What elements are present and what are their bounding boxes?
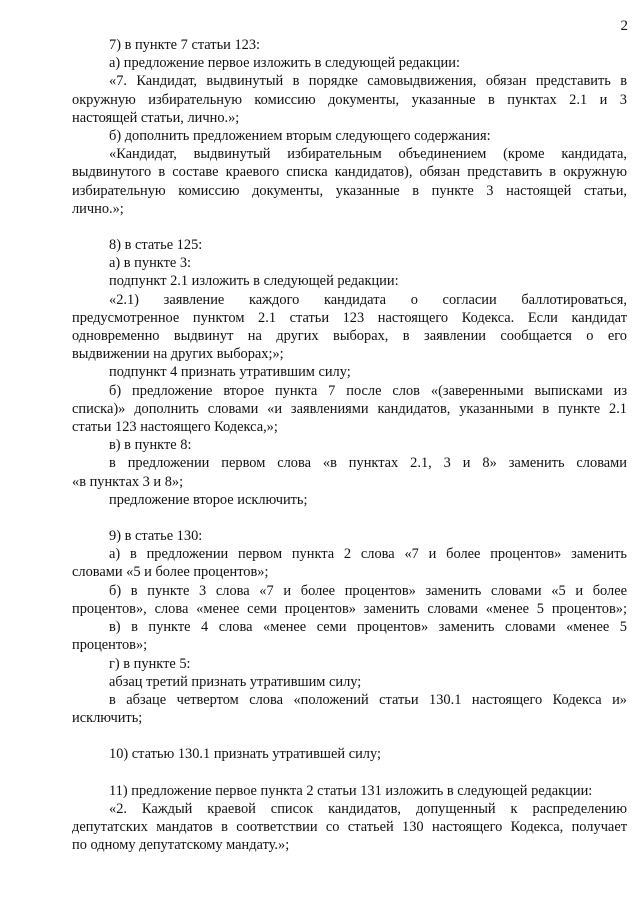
text-line: «2. Каждый краевой список кандидатов, допущенный к распределению [109, 800, 627, 817]
paragraph-s8-c2 [72, 491, 627, 509]
text-line: предложение второе исключить; [109, 491, 308, 508]
text-line: исключить; [72, 710, 143, 727]
paragraph-s9-h [72, 527, 627, 545]
text-line: одновременно выдвинут на других выборах, в заявлении сообщается о его [72, 328, 627, 345]
text-line: б) предложение второе пункта 7 после слов «(заверенными выписками из [109, 382, 627, 399]
paragraph-s8-a [72, 254, 627, 272]
text-line: списка)» дополнить словами «и заявлениями кандидатов, указанными в пункте 2.1 [72, 400, 627, 417]
text-line: депутатских мандатов в соответствии со статьей 130 настоящего Кодекса, получает [72, 818, 627, 835]
paragraph-s11-h [72, 782, 627, 800]
paragraph-s7-b [72, 127, 627, 145]
text-line: а) в пункте 3: [109, 255, 192, 272]
text-line: подпункт 2.1 изложить в следующей редакции: [109, 273, 399, 290]
paragraph-s7-a [72, 54, 627, 72]
text-line: по одному депутатскому мандату.»; [72, 837, 290, 854]
text-line: 7) в пункте 7 статьи 123: [109, 37, 261, 53]
paragraph-s8-b [72, 382, 627, 437]
paragraph-gap [72, 218, 627, 236]
text-line: предусмотренное пунктом 2.1 статьи 123 настоящего Кодекса. Если кандидат [72, 309, 627, 326]
text-line: в) в пункте 4 слова «менее семи процентов» заменить словами «менее 5 [109, 619, 627, 636]
text-line: «7. Кандидат, выдвинутый в порядке самовыдвижения, обязан представить в [109, 73, 627, 90]
text-line: б) дополнить предложением вторым следующего содержания: [109, 128, 491, 145]
paragraph-s9-b [72, 582, 627, 618]
text-line: б) в пункте 3 слова «7 и более процентов» заменить словами «5 и более [109, 582, 627, 599]
text-line: выдвижении на других выборах;»; [72, 346, 284, 363]
text-line: 9) в статье 130: [109, 528, 203, 545]
text-line: в предложении первом слова «в пунктах 2.1, 3 и 8» заменить словами [109, 455, 627, 472]
paragraph-s7-b-q [72, 145, 627, 218]
text-line: «2.1) заявление каждого кандидата о согласии баллотироваться, [109, 291, 627, 308]
text-line: процентов»; [72, 637, 148, 654]
paragraph-s9-a [72, 545, 627, 581]
text-line: словами «5 и более процентов»; [72, 564, 269, 581]
paragraph-s9-d [72, 655, 627, 673]
text-line: выдвинутого в составе краевого списка кандидатов), обязан представить в окружную [72, 164, 627, 181]
paragraph-s9-d1 [72, 673, 627, 691]
text-line: настоящей статьи, лично.»; [72, 109, 240, 126]
paragraph-gap [72, 727, 627, 745]
text-line: подпункт 4 признать утратившим силу; [109, 364, 351, 381]
paragraph-s11-q [72, 800, 627, 855]
text-line: в) в пункте 8: [109, 437, 192, 454]
paragraph-gap [72, 764, 627, 782]
text-line: «в пунктах 3 и 8»; [72, 473, 184, 490]
text-line: 8) в статье 125: [109, 237, 203, 254]
paragraph-s8-a2 [72, 363, 627, 381]
paragraph-gap [72, 509, 627, 527]
text-line: абзац третий признать утратившим силу; [109, 673, 362, 690]
text-line: 11) предложение первое пункта 2 статьи 131 изложить в следующей редакции: [109, 782, 593, 799]
text-line: процентов», слова «менее семи процентов» заменить словами «менее 5 процентов»; [72, 600, 627, 617]
paragraph-s7-a-q [72, 72, 627, 127]
text-line: избирательную комиссию документы, указанные в пункте 3 настоящей статьи, [72, 182, 627, 199]
document-body [72, 36, 627, 854]
text-line: 10) статью 130.1 признать утратившей силу; [109, 746, 381, 763]
text-line: статьи 123 настоящего Кодекса,»; [72, 419, 278, 436]
paragraph-s8-h [72, 236, 627, 254]
paragraph-s7-h [72, 36, 627, 54]
paragraph-s8-c1 [72, 454, 627, 490]
text-line: окружную избирательную комиссию документы, указанные в пунктах 2.1 и 3 [72, 91, 627, 108]
text-line: в абзаце четвертом слова «положений статьи 130.1 настоящего Кодекса и» [109, 691, 627, 708]
paragraph-s10 [72, 745, 627, 763]
text-line: а) предложение первое изложить в следующей редакции: [109, 55, 460, 72]
paragraph-s9-c [72, 618, 627, 654]
paragraph-s8-a1-q [72, 291, 627, 364]
text-line: а) в предложении первом пункта 2 слова «7 и более процентов» заменить [109, 546, 627, 563]
paragraph-s9-d2 [72, 691, 627, 727]
text-line: «Кандидат, выдвинутый избирательным объединением (кроме кандидата, [109, 146, 627, 163]
text-line: г) в пункте 5: [109, 655, 191, 672]
paragraph-s8-c [72, 436, 627, 454]
paragraph-s8-a1 [72, 272, 627, 290]
text-line: лично.»; [72, 200, 124, 217]
page-number: 2 [620, 18, 628, 34]
